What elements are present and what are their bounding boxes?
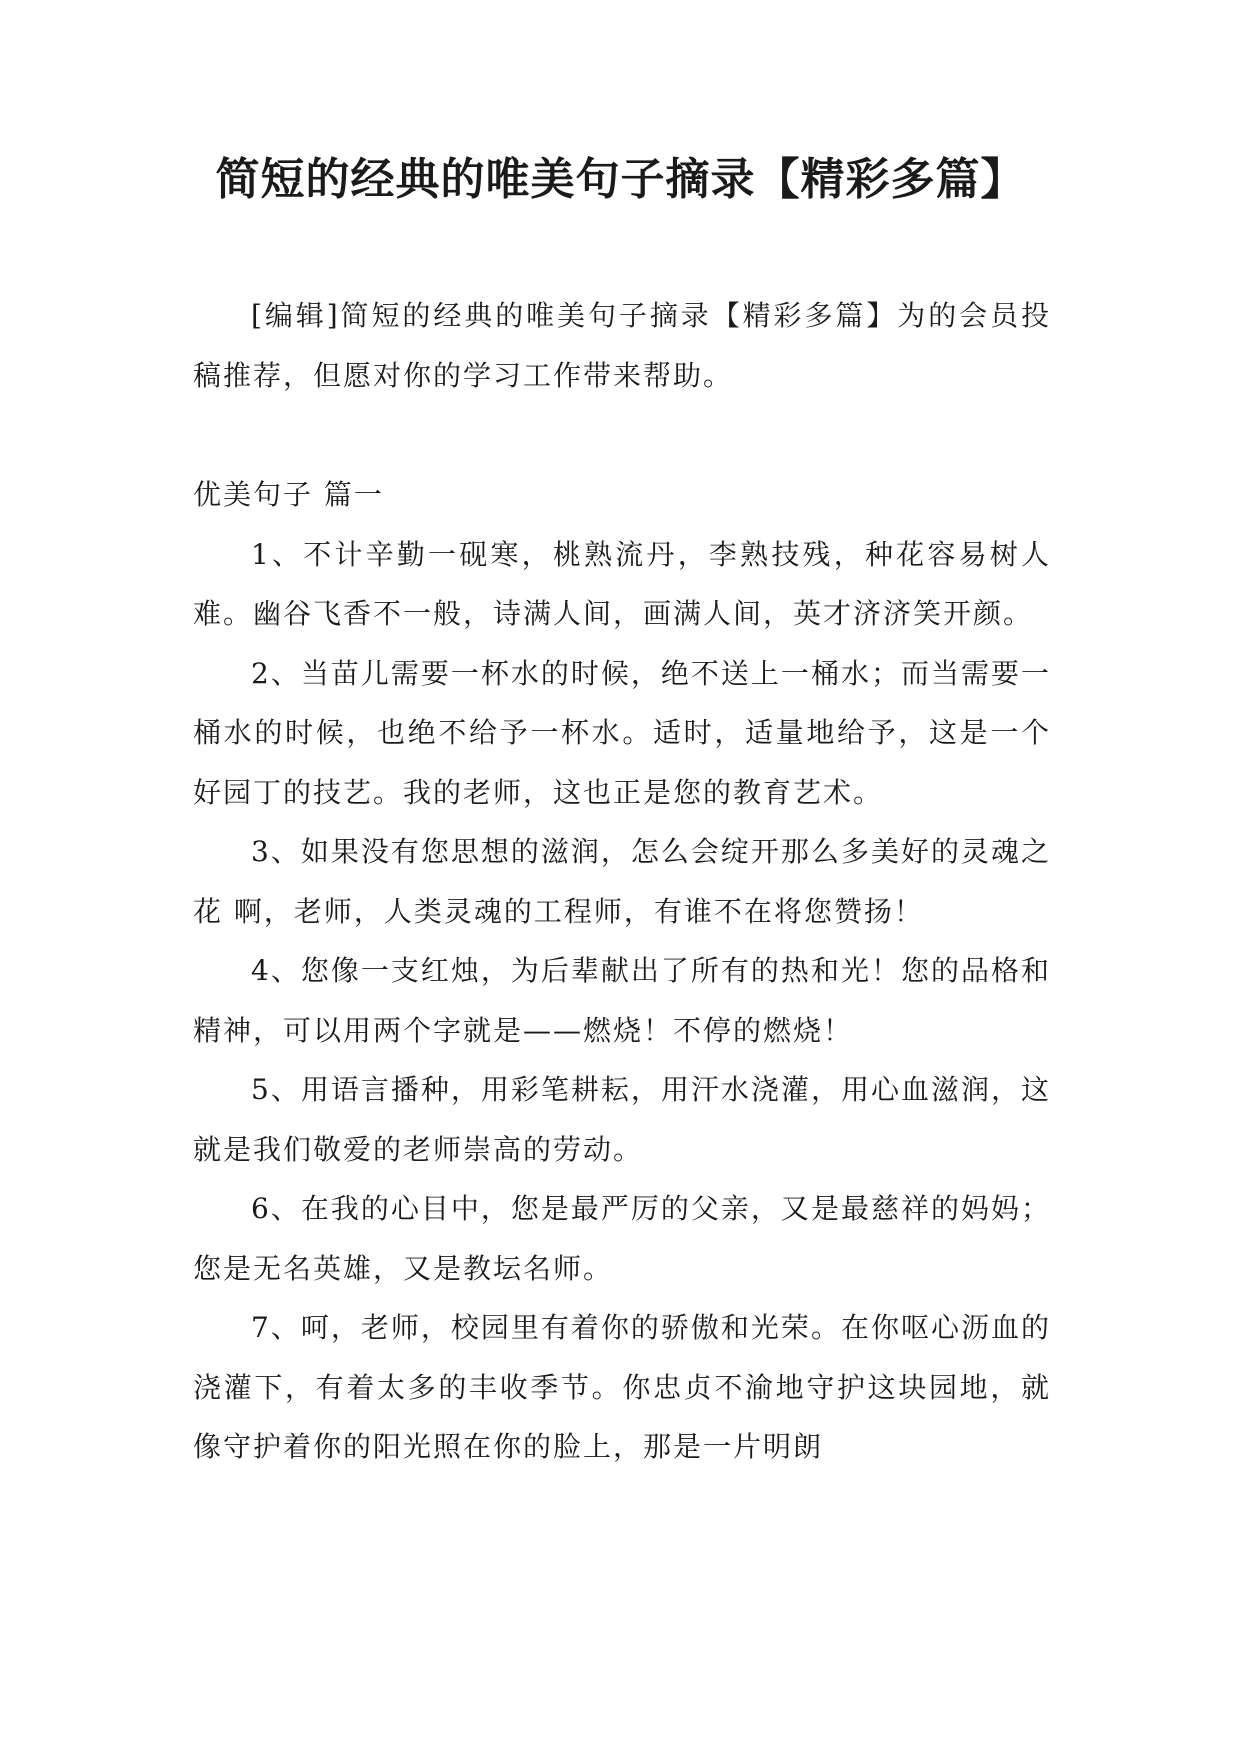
section-heading: 优美句子 篇一	[193, 478, 384, 511]
sentence-item-7: 7、呵，老师，校园里有着你的骄傲和光荣。在你呕心沥血的浇灌下，有着太多的丰收季节。你忠贞不渝地守护这块园地，就像守护着你的阳光照在你的脸上，那是一片明朗	[193, 1311, 1051, 1463]
sentence-item-6: 6、在我的心目中，您是最严厉的父亲，又是最慈祥的妈妈；您是无名英雄，又是教坛名师。	[193, 1192, 1051, 1285]
sentence-item-2: 2、当苗儿需要一杯水的时候，绝不送上一桶水；而当需要一桶水的时候，也绝不给予一杯水。适时，适量地给予，这是一个好园丁的技艺。我的老师，这也正是您的教育艺术。	[193, 656, 1051, 809]
document-body	[193, 286, 1051, 1477]
sentence-item-1: 1、不计辛勤一砚寒，桃熟流丹，李熟技残，种花容易树人难。幽谷飞香不一般，诗满人间，画满人间，英才济济笑开颜。	[193, 537, 1051, 630]
document-title: 简短的经典的唯美句子摘录【精彩多篇】	[215, 154, 1026, 205]
sentence-item-4: 4、您像一支红烛，为后辈献出了所有的热和光！您的品格和精神，可以用两个字就是——燃烧！不停的燃烧！	[193, 954, 1051, 1047]
sentence-item-3: 3、如果没有您思想的滋润，怎么会绽开那么多美好的灵魂之花 啊，老师，人类灵魂的工程师，有谁不在将您赞扬！	[193, 835, 1051, 928]
sentence-item-5: 5、用语言播种，用彩笔耕耘，用汗水浇灌，用心血滋润，这就是我们敬爱的老师崇高的劳动。	[193, 1073, 1051, 1166]
intro-paragraph: [编辑]简短的经典的唯美句子摘录【精彩多篇】为的会员投稿推荐，但愿对你的学习工作带来帮助。	[193, 299, 1051, 392]
